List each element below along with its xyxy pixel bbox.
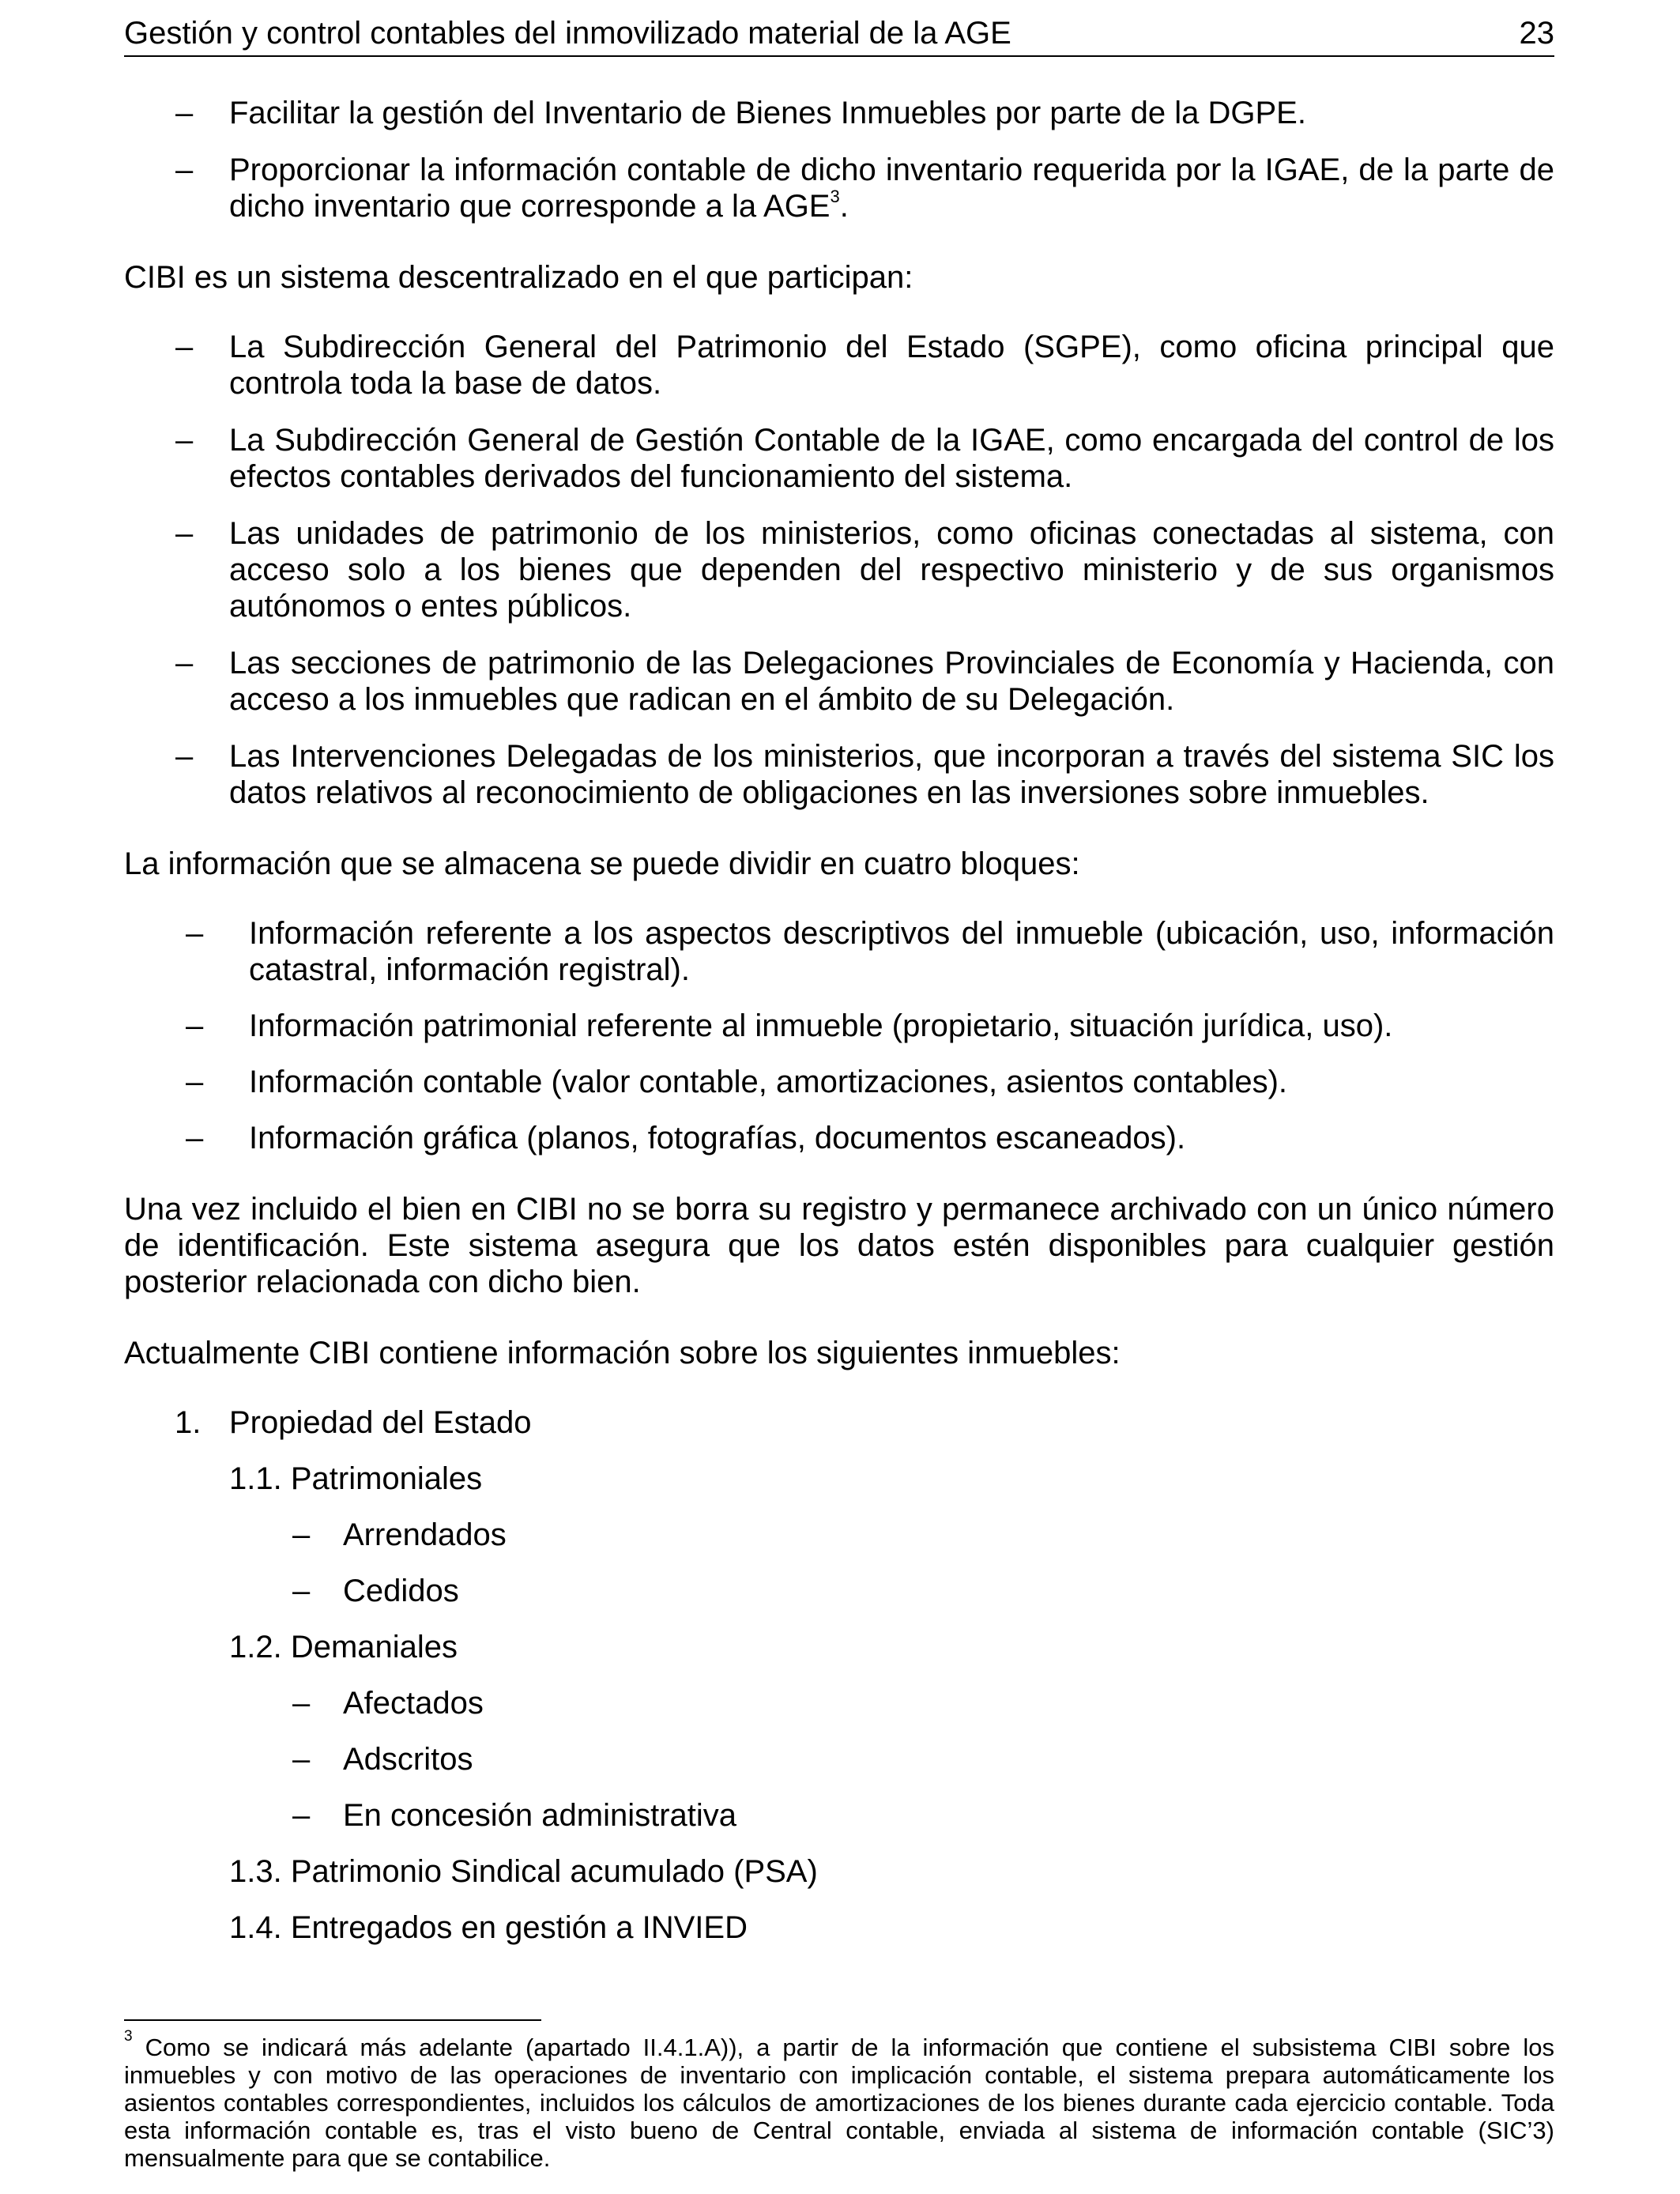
outline-item-1-4	[124, 1909, 1554, 1946]
list-item	[124, 1517, 1554, 1553]
outline-text: 1.4. Entregados en gestión a INVIED	[229, 1910, 748, 1945]
paragraph: CIBI es un sistema descentralizado en el que participan:	[124, 260, 913, 295]
list-item-text: Afectados	[343, 1686, 484, 1721]
dash-bullet: –	[175, 423, 194, 458]
list-item-text: En concesión administrativa	[343, 1798, 737, 1833]
list-item-text: Información gráfica (planos, fotografías, documentos escaneados).	[249, 1121, 1186, 1155]
list-item-text: Facilitar la gestión del Inventario de Bienes Inmuebles por parte de la DGPE.	[229, 96, 1306, 130]
dash-bullet: –	[292, 1686, 311, 1721]
list-item	[124, 915, 1554, 988]
footnote-text: Como se indicará más adelante (apartado II.4.1.A)), a partir de la información que contiene el subsistema CIBI sobre los inmuebles y con motivo de las operaciones de inventario con implicación contable, el sistema prepara automáticamente los asientos contables correspondientes, incluidos los cálculos de amortizaciones de los bienes durante cada ejercicio contable. Toda esta información contable es, tras el visto bueno de Central contable, enviada al sistema de información contable (SIC’3) mensualmente para que se contabilice.	[124, 2034, 1554, 2172]
outline-sublist-1-1	[124, 1517, 1554, 1609]
list-item-text: Las secciones de patrimonio de las Delegaciones Provinciales de Economía y Hacienda, con acceso a los inmuebles que radican en el ámbito de su Delegación.	[229, 646, 1554, 717]
list-item	[124, 1120, 1554, 1156]
dash-bullet: –	[186, 1121, 204, 1155]
dash-bullet: –	[175, 646, 194, 680]
paragraph: Una vez incluido el bien en CIBI no se borra su registro y permanece archivado con un único número de identificación. Este sistema asegura que los datos estén disponibles para cualquier gestión posterior relacionada con dicho bien.	[124, 1192, 1554, 1299]
dash-bullet: –	[292, 1798, 311, 1833]
list-item	[124, 329, 1554, 401]
dash-bullet: –	[186, 1008, 204, 1043]
list-item-tail: .	[839, 189, 849, 224]
footnote-3	[124, 2027, 1554, 2172]
list-item	[124, 1064, 1554, 1100]
dash-bullet: –	[175, 96, 194, 130]
outline-item-1-1	[124, 1461, 1554, 1497]
participants-list	[124, 329, 1554, 811]
outline-text: 1.3. Patrimonio Sindical acumulado (PSA)	[229, 1854, 818, 1889]
dash-bullet: –	[292, 1574, 311, 1608]
list-item	[124, 515, 1554, 624]
footnote-separator	[124, 2019, 541, 2021]
dash-bullet: –	[186, 1065, 204, 1099]
dash-bullet: –	[175, 739, 194, 774]
list-item	[124, 1008, 1554, 1044]
dash-bullet: –	[292, 1517, 311, 1552]
property-outline	[124, 1404, 1554, 1946]
outline-number: 1.	[175, 1405, 202, 1440]
list-item-text: Proporcionar la información contable de dicho inventario requerida por la IGAE, de la parte de dicho inventario que corresponde a la AGE	[229, 153, 1554, 224]
list-item	[124, 1797, 1554, 1834]
list-item-text: La Subdirección General del Patrimonio del Estado (SGPE), como oficina principal que controla toda la base de datos.	[229, 330, 1554, 401]
objectives-list	[124, 95, 1554, 224]
paragraph: La información que se almacena se puede dividir en cuatro bloques:	[124, 846, 1080, 881]
list-item	[124, 738, 1554, 811]
outline-sublist-1-2	[124, 1685, 1554, 1834]
outline-text: 1.1. Patrimoniales	[229, 1461, 483, 1496]
dash-bullet: –	[175, 330, 194, 364]
list-item-text: Arrendados	[343, 1517, 507, 1552]
outline-item-1	[124, 1404, 1554, 1441]
dash-bullet: –	[186, 916, 204, 951]
list-item-text: Información contable (valor contable, amortizaciones, asientos contables).	[249, 1065, 1288, 1099]
paragraph: Actualmente CIBI contiene información sobre los siguientes inmuebles:	[124, 1336, 1121, 1370]
list-item	[124, 95, 1554, 131]
information-blocks-list	[124, 915, 1554, 1156]
list-item	[124, 1685, 1554, 1721]
footnote-mark: 3	[124, 2027, 133, 2045]
list-item-text: La Subdirección General de Gestión Contable de la IGAE, como encargada del control de los efectos contables derivados del funcionamiento del sistema.	[229, 423, 1554, 494]
list-item-text: Las Intervenciones Delegadas de los ministerios, que incorporan a través del sistema SIC los datos relativos al reconocimiento de obligaciones en las inversiones sobre inmuebles.	[229, 739, 1554, 810]
footnote-reference[interactable]: 3	[830, 186, 840, 206]
dash-bullet: –	[292, 1742, 311, 1777]
list-item	[124, 422, 1554, 495]
outline-item-1-2	[124, 1629, 1554, 1665]
dash-bullet: –	[175, 516, 194, 551]
list-item-text: Información referente a los aspectos descriptivos del inmueble (ubicación, uso, información catastral, información registral).	[249, 916, 1554, 987]
list-item	[124, 1741, 1554, 1777]
header-title: Gestión y control contables del inmovilizado material de la AGE	[124, 16, 1011, 51]
list-item-text: Adscritos	[343, 1742, 473, 1777]
body-text	[124, 95, 1554, 1946]
list-item-text: Información patrimonial referente al inmueble (propietario, situación jurídica, uso).	[249, 1008, 1393, 1043]
list-item	[124, 645, 1554, 718]
outline-item-1-3	[124, 1853, 1554, 1890]
running-header	[124, 11, 1554, 57]
list-item	[124, 1573, 1554, 1609]
list-item-text: Las unidades de patrimonio de los ministerios, como oficinas conectadas al sistema, con acceso solo a los bienes que dependen del respectivo ministerio y de sus organismos autónomos o entes públicos.	[229, 516, 1554, 624]
outline-text: 1.2. Demaniales	[229, 1630, 458, 1664]
dash-bullet: –	[175, 153, 194, 187]
list-item	[124, 152, 1554, 224]
outline-text: Propiedad del Estado	[229, 1405, 532, 1440]
list-item-text: Cedidos	[343, 1574, 459, 1608]
page-number: 23	[1519, 16, 1554, 51]
